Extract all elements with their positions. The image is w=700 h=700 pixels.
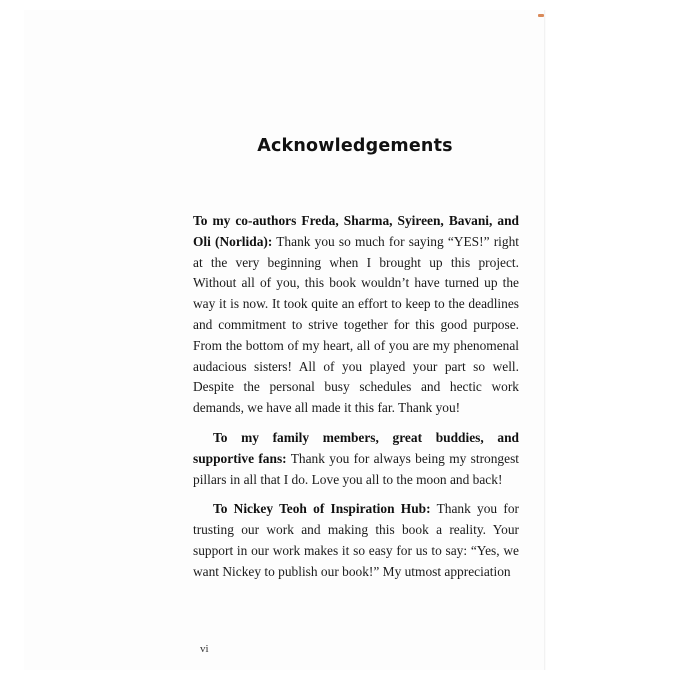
paragraph-publisher	[193, 499, 519, 582]
paragraph-lead: To my co-authors Freda, Sharma, Syireen, Bavani, and Oli (Norlida):	[193, 213, 519, 249]
paragraph-lead: To Nickey Teoh of Inspiration Hub:	[213, 501, 431, 517]
paragraph-text: Thank you for always being my strongest pillars in all that I do. Love you all to the moon and back!	[193, 450, 519, 487]
paragraph-family	[193, 428, 519, 490]
paragraph-text: Thank you so much for saying “YES!” right at the very beginning when I brought up this project. Without all of you, this book wouldn’t have turned up the way it is now. It took quite an effort to keep to the deadlines and commitment to strive together for this good purpose. From the bottom of my heart, all of you are my phenomenal audacious sisters! All of you played your part so well. Despite the personal busy schedules and hectic work demands, we have all made it this far. Thank you!	[193, 233, 519, 416]
paragraph-text: Thank you for trusting our work and making this book a reality. Your support in our work makes it so easy for us to say: “Yes, we want Nickey to publish our book!” My utmost appreciation	[193, 501, 519, 579]
page-title: Acknowledgements	[257, 136, 453, 156]
page-edge	[544, 10, 546, 670]
paragraph-lead: To my family members, great buddies, and supportive fans:	[193, 429, 519, 466]
page-number: vi	[200, 643, 209, 655]
acknowledgements-body	[193, 211, 519, 583]
paragraph-co-authors	[193, 211, 519, 419]
corner-mark	[538, 14, 544, 17]
